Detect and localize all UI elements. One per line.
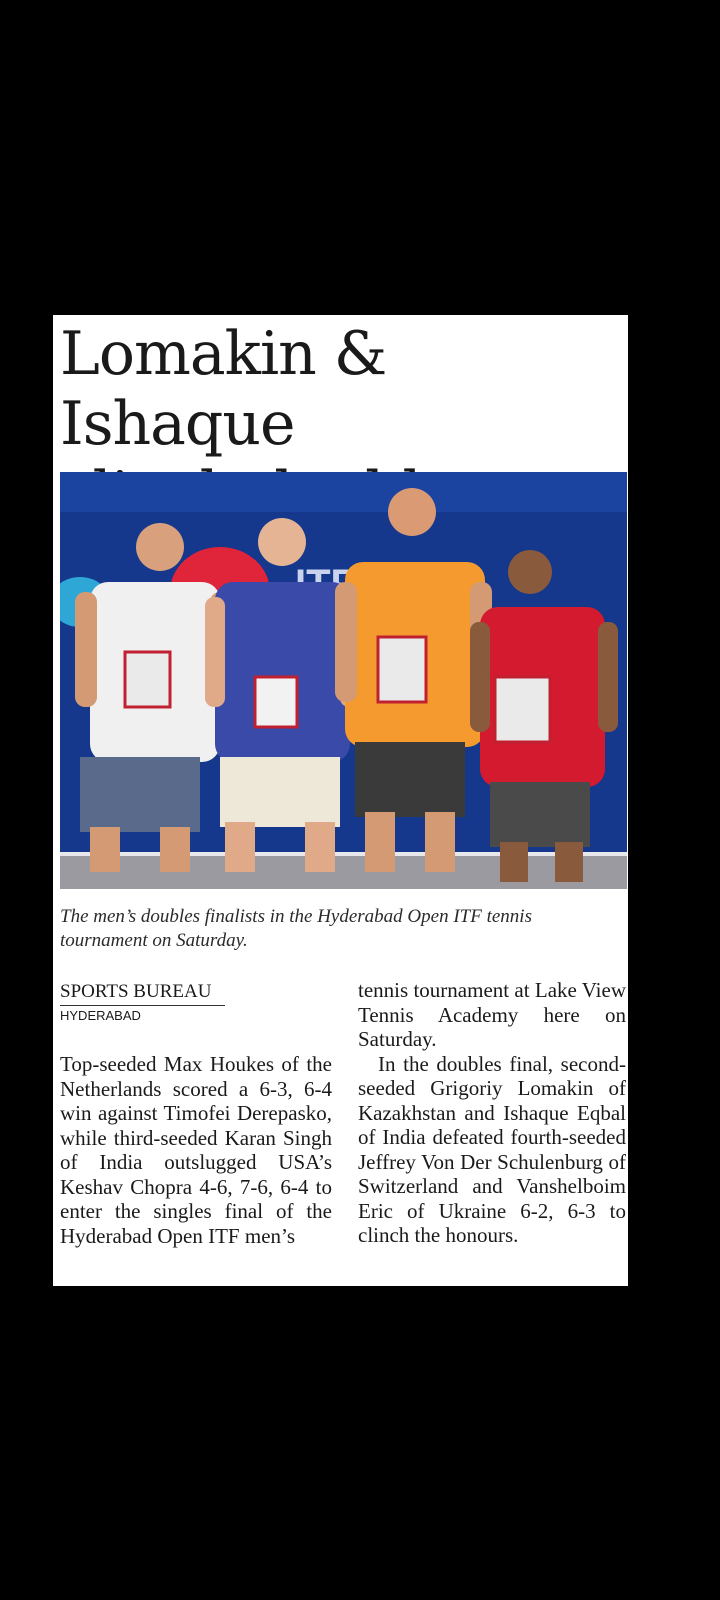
column-2-paragraph-2: In the doubles final, second-seeded Grigoriy Lomakin of Kazakhstan and Ishaque Eqbal of India defeated fourth-seeded Jeffrey Von Der Schulenburg of Switzerland and Vanshelboim Eric of Ukraine 6-2, 6-3 to clinch the honours. [358, 1051, 626, 1247]
byline [60, 981, 225, 1026]
byline-bureau: SPORTS BUREAU [60, 981, 225, 1006]
dateline: HYDERABAD [60, 1008, 141, 1023]
article-column-1: Top-seeded Max Houkes of the Netherlands scored a 6-3, 6-4 win against Timofei Derepasko, while third-seeded Karan Singh of India outslugged USA’s Keshav Chopra 4-6, 7-6, 6-4 to enter the singles final of the Hyderabad Open ITF men’s [60, 1052, 332, 1248]
article-column-2 [358, 978, 626, 1248]
newspaper-clipping [53, 315, 628, 1286]
photo-caption: The men’s doubles finalists in the Hyderabad Open ITF tennis tournament on Saturday. [60, 906, 532, 951]
column-2-paragraph-1: tennis tournament at Lake View Tennis Academy here on Saturday. [358, 978, 626, 1051]
headline-line-1: Lomakin & Ishaque [60, 319, 387, 459]
finalists-photo [60, 472, 627, 889]
